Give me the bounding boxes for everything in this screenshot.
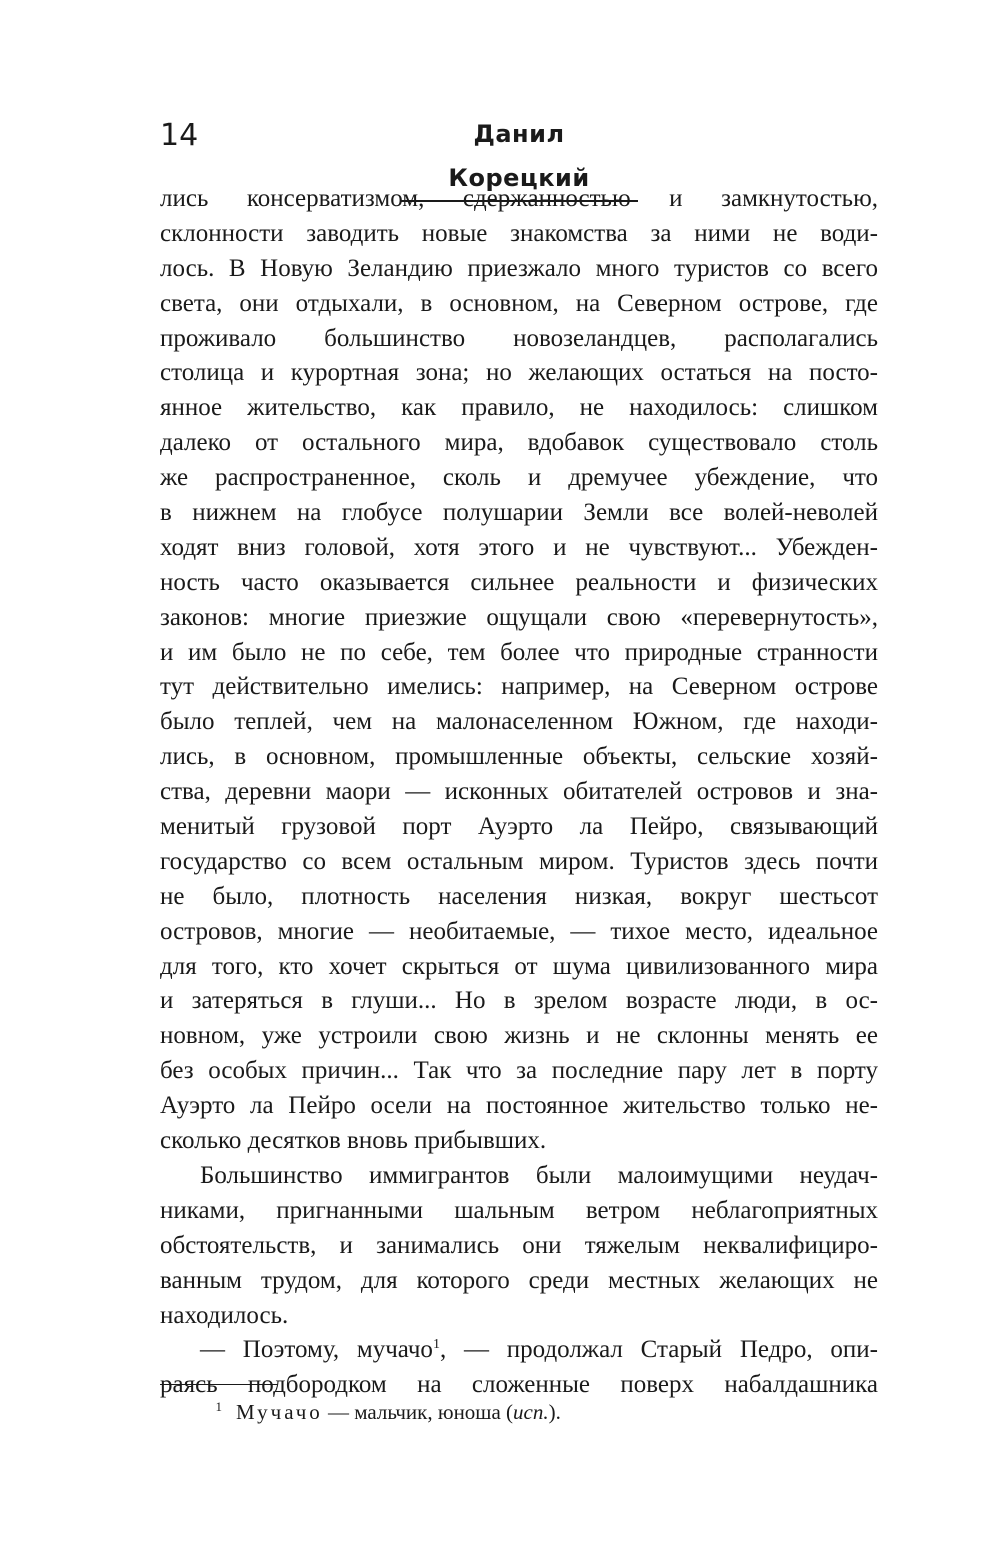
paragraph-2 — [160, 1159, 878, 1333]
text-line: находилось. — [160, 1301, 289, 1329]
text-line: лось. В Новую Зеландию приезжало много туристов со всего — [160, 254, 878, 282]
footnote-term: Мучачо — [236, 1400, 323, 1424]
text-line: ства, деревни маори — исконных обитателей островов и зна- — [160, 778, 878, 806]
text-line: Ауэрто ла Пейро осели на постоянное жительство только не- — [160, 1092, 878, 1120]
text-line: и затеряться в глуши... Но в зрелом возрасте люди, в ос- — [160, 987, 878, 1015]
footnote-reference[interactable]: 1 — [432, 1337, 440, 1353]
text-line: склонности заводить новые знакомства за ними не води- — [160, 219, 878, 247]
text-line: тут действительно имелись: например, на Северном острове — [160, 673, 878, 701]
footnote-definition: — мальчик, юноша ( — [322, 1400, 514, 1424]
text-line: Большинство иммигрантов были малоимущими неудач- — [200, 1161, 878, 1189]
text-line: никами, пригнанными шальным ветром неблагоприятных — [160, 1196, 878, 1224]
footnote-separator — [160, 1384, 278, 1385]
text-line: ходят вниз головой, хотя этого и не чувствуют... Убежден- — [160, 533, 878, 561]
text-fragment: , — продолжал Старый Педро, опи- — [439, 1336, 878, 1364]
text-line: островов, многие — необитаемые, — тихое место, идеальное — [160, 917, 878, 945]
text-line: новном, уже устроили свою жизнь и не склонны менять ее — [160, 1022, 878, 1050]
text-line: лись, в основном, промышленные объекты, сельские хозяй- — [160, 743, 878, 771]
text-fragment: — Поэтому, мучачо — [200, 1336, 433, 1364]
page-number: 14 — [160, 118, 199, 153]
footnote-closing: ). — [548, 1400, 561, 1424]
text-line: проживало большинство новозеландцев, располагались — [160, 324, 878, 352]
text-line: же распространенное, сколь и дремучее убеждение, что — [160, 464, 878, 492]
text-line: сколько десятков вновь прибывших. — [160, 1127, 547, 1155]
text-line: было теплей, чем на малонаселенном Южном, где находи- — [160, 708, 878, 736]
text-line: в нижнем на глобусе полушарии Земли все волей-неволей — [160, 499, 878, 527]
text-line: далеко от остального мира, вдобавок существовало столь — [160, 429, 878, 457]
text-line: столица и курортная зона; но желающих остаться на посто- — [160, 359, 878, 387]
footnote — [160, 1392, 878, 1427]
paragraph-1 — [160, 182, 878, 1159]
text-line: для того, кто хочет скрыться от шума цивилизованного мира — [160, 952, 878, 980]
text-line: без особых причин... Так что за последние пару лет в порту — [160, 1057, 878, 1085]
text-line: законов: многие приезжие ощущали свою «перевернутость», — [160, 603, 878, 631]
text-line: не было, плотность населения низкая, вокруг шестьсот — [160, 882, 878, 910]
text-line — [160, 1333, 878, 1368]
footnote-language: исп. — [513, 1400, 549, 1424]
text-line: государство со всем остальным миром. Туристов здесь почти — [160, 847, 878, 875]
text-line: обстоятельств, и занимались они тяжелым неквалифициро- — [160, 1231, 878, 1259]
footnote-mark: 1 — [215, 1399, 222, 1414]
text-line: лись консерватизмом, сдержанностью и замкнутостью, — [160, 185, 878, 212]
main-text — [160, 182, 878, 1403]
text-line: ванным трудом, для которого среди местных желающих не — [160, 1266, 878, 1294]
text-line: раясь подбородком на сложенные поверх набалдашника — [160, 1371, 878, 1399]
page-header — [160, 112, 878, 192]
text-line: янное жительство, как правило, не находилось: слишком — [160, 394, 878, 422]
running-head-author: Данил Корецкий — [400, 112, 638, 202]
text-line: света, они отдыхали, в основном, на Северном острове, где — [160, 289, 878, 317]
text-line: и им было не по себе, тем более что природные странности — [160, 638, 878, 666]
text-line: менитый грузовой порт Ауэрто ла Пейро, связывающий — [160, 813, 878, 841]
text-line: ность часто оказывается сильнее реальности и физических — [160, 568, 878, 596]
